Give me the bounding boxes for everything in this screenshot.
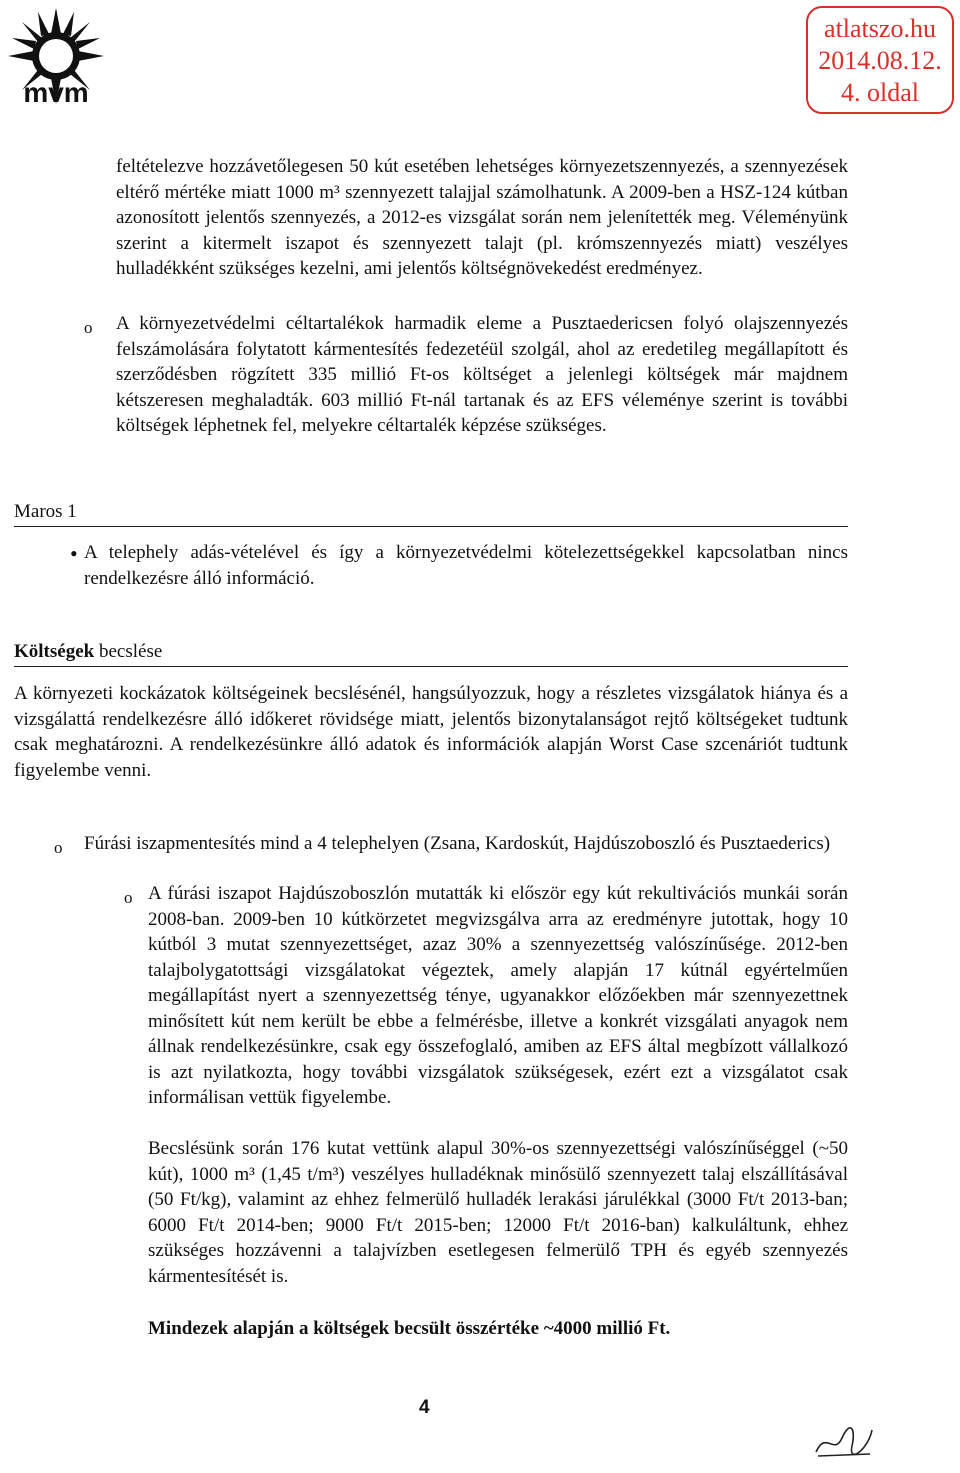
paragraph-costs: A környezeti kockázatok költségeinek becslésénél, hangsúlyozzuk, hogy a részletes vizsgálatok hiánya és a vizsgálattá rendelkezésre álló időkeret rövidsége miatt, jelentős bizonytalanságot rejtő költségeket tudtunk csak meghatározni. A rendelkezésünkre álló adatok és információk alapján Worst Case szcenáriót tudtunk figyelembe venni. xyxy=(14,683,848,781)
stamp-date: 2014.08.12. xyxy=(818,46,942,75)
mvm-logo xyxy=(4,4,108,108)
heading-drilling: Fúrási iszapmentesítés mind a 4 telephelyen (Zsana, Kardoskút, Hajdúszoboszló és Pusztaederics) xyxy=(84,833,831,854)
bullet-circle-icon: o xyxy=(84,318,93,337)
paragraph-continuation: feltételezve hozzávetőlegesen 50 kút esetében lehetséges környezetszennyezés, a szennyezések eltérő mértéke miatt 1000 m³ szennyezett talajjal számolhatunk. A 2009-ben a HSZ-124 kútban azonosított jelentős szennyezés, a 2012-es vizsgálat során nem jelenítették meg. Véleményünk szerint a kitermelt iszapot és szennyezett talajt (pl. krómszennyezés miatt) veszélyes hulladékként szükséges kezelni, ami jelentős költségnövekedést eredményez. xyxy=(116,156,848,279)
paragraph-drilling-total: Mindezek alapján a költségek becsült összértéke ~4000 millió Ft. xyxy=(148,1318,671,1339)
section-title-costs: Költségek becslése xyxy=(14,640,848,667)
bullet-pusztaederics: A környezetvédelmi céltartalékok harmadik eleme a Pusztaedericsen folyó olajszennyezés felszámolására folytatott kármentesítés fedezetéül szolgál, ahol az eredetileg megállapított és szerződésben rögzített 335 millió Ft-os költséget a jelenlegi költségek már majdnem kétszeresen meghaladták. 603 millió Ft-nál tartanak és az EFS véleménye szerint is további költségek léphetnek fel, melyekre céltartalék képzése szükséges. xyxy=(116,313,848,436)
watermark-stamp xyxy=(806,6,954,114)
section-title-maros: Maros 1 xyxy=(14,500,848,527)
bullet-circle-icon: o xyxy=(54,838,63,857)
bullet-maros: A telephely adás-vételével és így a környezetvédelmi kötelezettségekkel kapcsolatban nincs rendelkezésre álló információ. xyxy=(84,542,848,589)
paragraph-drilling-findings: A fúrási iszapot Hajdúszoboszlón mutatták ki először egy kút rekultivációs munkái során 2008-ban. 2009-ben 10 kútkörzetet megvizsgálva arra az eredményre jutottak, hogy 10 kútból 3 mutat szennyezettséget, azaz 30% a szennyezettség valószínűsége. 2012-ben talajbolygatottsági vizsgálatokat végeztek, amely alapján 17 kútnál egyértelműen megállapítást nyert a szennyezettség ténye, ugyanakkor előzőekben már szennyezettnek minősített kút nem került be ebbe a felmérésbe, illetve a konkrét vizsgálati anyagok nem állnak rendelkezésünkre, csak egy összefoglaló, amiben az EFS által megbízott vállalkozó is azt nyilatkozta, hogy további vizsgálatok szükségesek, ezért ezt a vizsgálatot csak informálisan vettük figyelembe. xyxy=(148,883,848,1108)
page-number: 4 xyxy=(419,1397,430,1418)
paragraph-drilling-estimate: Becslésünk során 176 kutat vettünk alapul 30%-os szennyezettségi valószínűséggel (~50 kút), 1000 m³ (1,45 t/m³) veszélyes hulladéknak minősülő szennyezett talaj elszállításával (50 Ft/kg), valamint az ehhez felmerülő hulladék lerakási járulékkal (3000 Ft/t 2013-ban; 6000 Ft/t 2014-ben; 9000 Ft/t 2015-ben; 12000 Ft/t 2016-ban) kalkuláltunk, ehhez szükséges hozzávenni a talajvízben esetlegesen felmerülő TPH és egyéb szennyezés kármentesítését is. xyxy=(148,1138,848,1287)
bullet-dot-icon: • xyxy=(70,541,78,566)
stamp-site: atlatszo.hu xyxy=(824,14,936,43)
logo-text: mvm xyxy=(23,77,89,108)
sub-bullet-circle-icon: o xyxy=(124,888,133,907)
signature-icon xyxy=(812,1420,876,1460)
stamp-page: 4. oldal xyxy=(841,78,919,107)
